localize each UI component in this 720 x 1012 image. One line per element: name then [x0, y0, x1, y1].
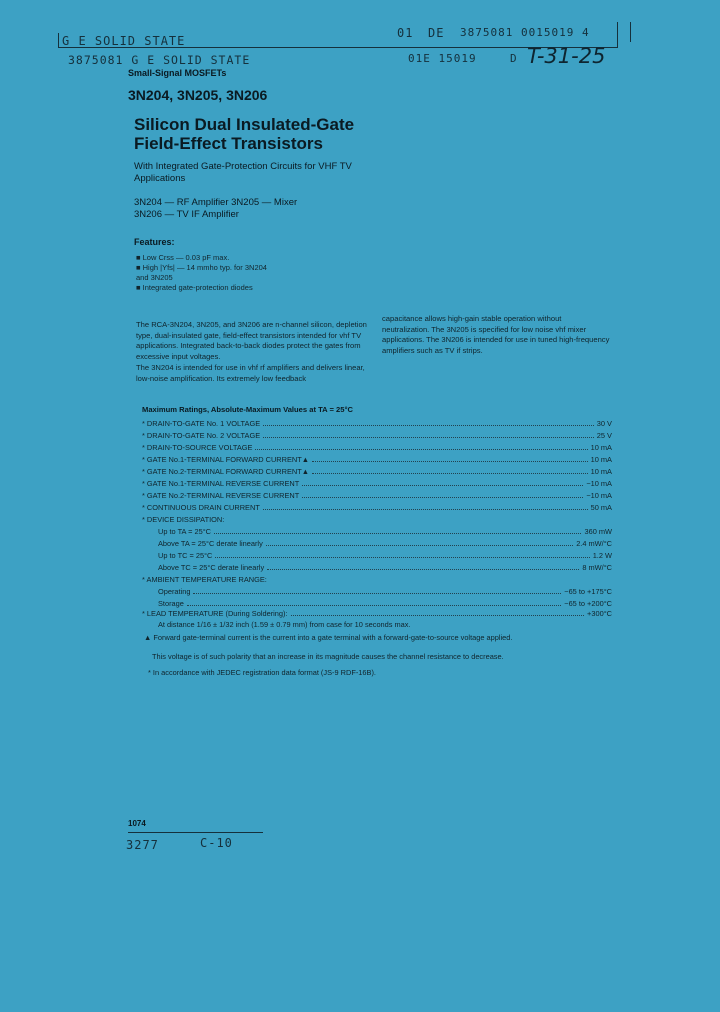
rating-label: * GATE No.2-TERMINAL FORWARD CURRENT▲	[142, 467, 310, 476]
rating-label: * CONTINUOUS DRAIN CURRENT	[142, 503, 260, 512]
rating-label: At distance 1/16 ± 1/32 inch (1.59 ± 0.79 mm) from case for 10 seconds max.	[158, 620, 411, 629]
rating-value: 10 mA	[590, 467, 612, 476]
handwritten-annotation: T-31-25	[527, 44, 606, 68]
title-line-2: Field-Effect Transistors	[134, 134, 323, 153]
rating-row	[142, 608, 612, 618]
bottom-rule	[128, 832, 263, 833]
rating-row	[142, 502, 612, 512]
rating-row	[142, 550, 612, 560]
rating-value: 30 V	[596, 419, 612, 428]
second-stamp-code: 01E 15019	[408, 52, 477, 65]
header-stamp-tick	[630, 22, 631, 42]
footnote-1b: This voltage is of such polarity that an increase in its magnitude causes the channel resistance to decrease.	[152, 652, 504, 661]
part-numbers: 3N204, 3N205, 3N206	[128, 87, 268, 103]
rating-row	[142, 466, 612, 476]
rating-row	[142, 619, 612, 629]
rating-row	[142, 490, 612, 500]
bottom-stamp-right: C-10	[200, 836, 233, 850]
rating-label: Operating	[158, 587, 191, 596]
feature-item: ■ Integrated gate-protection diodes	[136, 283, 253, 292]
rating-label: * DRAIN-TO-GATE No. 2 VOLTAGE	[142, 431, 261, 440]
rating-label: Above TA = 25°C derate linearly	[158, 539, 263, 548]
rating-row	[142, 538, 612, 548]
rating-value: −10 mA	[586, 479, 612, 488]
ratings-heading: Maximum Ratings, Absolute-Maximum Values at TA = 25°C	[142, 405, 353, 414]
rating-value: +300°C	[587, 609, 612, 618]
rating-value: −10 mA	[586, 491, 612, 500]
rating-label: * DRAIN-TO-GATE No. 1 VOLTAGE	[142, 419, 261, 428]
subtitle-line-2: Applications	[134, 173, 186, 184]
second-stamp-left: 3875081 G E SOLID STATE	[68, 53, 251, 67]
category-label: Small-Signal MOSFETs	[128, 68, 227, 78]
body-right-paragraph: capacitance allows high-gain stable operation without neutralization. The 3N205 is specified for low noise vhf mixer applications. The 3N206 is intended for use in tuned high-frequency amplifiers such as TV if strips.	[382, 314, 610, 355]
body-left-paragraph-2: The 3N204 is intended for use in vhf rf amplifiers and delivers linear, low-noise amplification. Its extremely low feedback	[136, 363, 365, 383]
page-number: 1074	[128, 819, 146, 828]
rating-value: 8 mW/°C	[582, 563, 612, 572]
header-stamp-left: G E SOLID STATE	[62, 34, 186, 48]
subtitle-line-1: With Integrated Gate-Protection Circuits for VHF TV	[134, 161, 352, 172]
rating-row	[142, 442, 612, 452]
rating-value: 25 V	[596, 431, 612, 440]
rating-row	[142, 574, 612, 584]
rating-row	[142, 598, 612, 608]
rating-value: 10 mA	[590, 443, 612, 452]
rating-label: * LEAD TEMPERATURE (During Soldering):	[142, 609, 288, 618]
second-stamp-d: D	[510, 52, 518, 65]
header-stamp-tick	[58, 33, 59, 48]
feature-item: and 3N205	[136, 273, 173, 282]
rating-row	[142, 562, 612, 572]
rating-row	[142, 418, 612, 428]
features-heading: Features:	[134, 237, 175, 247]
header-stamp-code: 01	[397, 26, 414, 40]
footnote-2: * In accordance with JEDEC registration data format (JS-9 RDF-16B).	[148, 668, 376, 677]
rating-row	[142, 526, 612, 536]
rating-value: −65 to +175°C	[564, 587, 612, 596]
header-stamp-de: DE	[428, 26, 445, 40]
rating-label: * DEVICE DISSIPATION:	[142, 515, 225, 524]
footnote-1a: ▲ Forward gate-terminal current is the current into a gate terminal with a forward-gate-to-source voltage applied.	[144, 633, 513, 642]
feature-item: ■ Low Crss — 0.03 pF max.	[136, 253, 230, 262]
rating-label: Storage	[158, 599, 184, 608]
rating-label: Above TC = 25°C derate linearly	[158, 563, 265, 572]
feature-item: ■ High |Yfs| — 14 mmho typ. for 3N204	[136, 263, 267, 272]
rating-label: Up to TC = 25°C	[158, 551, 213, 560]
header-stamp-tick	[617, 22, 618, 48]
rating-label: * DRAIN-TO-SOURCE VOLTAGE	[142, 443, 253, 452]
rating-row	[142, 514, 612, 524]
rating-label: * GATE No.1-TERMINAL FORWARD CURRENT▲	[142, 455, 310, 464]
rating-label: Up to TA = 25°C	[158, 527, 212, 536]
rating-label: * GATE No.2-TERMINAL REVERSE CURRENT	[142, 491, 300, 500]
rating-label: * GATE No.1-TERMINAL REVERSE CURRENT	[142, 479, 300, 488]
header-stamp-number: 3875081 0015019 4	[460, 26, 590, 39]
rating-value: −65 to +200°C	[564, 599, 612, 608]
rating-row	[142, 478, 612, 488]
title-line-1: Silicon Dual Insulated-Gate	[134, 115, 355, 134]
rating-value: 50 mA	[590, 503, 612, 512]
applications-line-1: 3N204 — RF Amplifier 3N205 — Mixer	[134, 197, 298, 208]
applications-line-2: 3N206 — TV IF Amplifier	[134, 209, 239, 220]
bottom-stamp-left: 3277	[126, 838, 159, 852]
rating-value: 10 mA	[590, 455, 612, 464]
rating-value: 2.4 mW/°C	[576, 539, 612, 548]
rating-value: 360 mW	[584, 527, 612, 536]
rating-label: * AMBIENT TEMPERATURE RANGE:	[142, 575, 267, 584]
body-left-paragraph-1: The RCA-3N204, 3N205, and 3N206 are n-channel silicon, depletion type, dual-insulated gate, field-effect transistors intended for vhf TV applications. Integrated back-to-back diodes protect the gates from excessive input voltages.	[136, 320, 367, 361]
rating-row	[142, 454, 612, 464]
rating-row	[142, 586, 612, 596]
rating-row	[142, 430, 612, 440]
rating-value: 1.2 W	[592, 551, 612, 560]
